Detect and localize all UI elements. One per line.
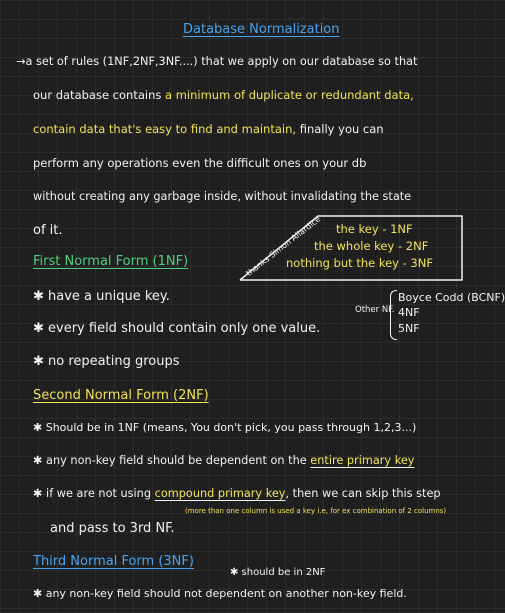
nf2-item-1: ✱ Should be in 1NF (means, You don't pick, you pass through 1,2,3...)	[33, 421, 417, 434]
nf2-item-4: and pass to 3rd NF.	[50, 521, 175, 536]
nf2-note: (more than one column is used a key i.e, for ex combination of 2 columns)	[185, 507, 447, 515]
key-3nf: nothing but the key - 3NF	[286, 256, 433, 270]
other-nf-bracket	[390, 290, 397, 340]
nf2-item-3-rest: , then we can skip this step	[285, 487, 441, 500]
intro-line-2-text: our database contains	[33, 88, 166, 102]
nf2-item-2-text: ✱ any non-key field should be dependent on the	[33, 454, 311, 467]
nf2-compound-primary-key: compound primary key	[154, 487, 286, 500]
nf3-sub: ✱ should be in 2NF	[230, 567, 326, 578]
nf2-entire-primary-key: entire primary key	[310, 454, 415, 467]
intro-line-6: of it.	[33, 223, 63, 238]
intro-line-3-text: finally you can	[296, 122, 384, 136]
intro-line-1: →a set of rules (1NF,2NF,3NF....) that we apply on our database so that	[16, 55, 418, 68]
intro-line-2	[33, 90, 414, 102]
intro-line-4: perform any operations even the difficult ones on your db	[33, 156, 367, 170]
nf3-item-1: ✱ any non-key field should not dependent on another non-key field.	[33, 587, 407, 600]
nf3-heading: Third Normal Form (3NF)	[33, 554, 194, 569]
nf2-heading: Second Normal Form (2NF)	[33, 388, 209, 403]
key-2nf: the whole key - 2NF	[314, 239, 429, 253]
nf1-item-3: ✱ no repeating groups	[33, 354, 180, 369]
nf2-item-2	[33, 455, 414, 466]
intro-line-5: without creating any garbage inside, without invalidating the state	[33, 190, 412, 203]
intro-line-3	[33, 124, 384, 136]
nf1-heading: First Normal Form (1NF)	[33, 254, 189, 269]
intro-highlight-maintain: contain data that's easy to find and maintain,	[33, 122, 297, 136]
credit-vertical-text: thanks Simon Allardice	[244, 214, 323, 278]
nf2-item-3	[33, 488, 441, 499]
nf1-item-1: ✱ have a unique key.	[33, 289, 170, 304]
other-nf-4nf: 4NF	[398, 306, 420, 319]
intro-highlight-duplicate: a minimum of duplicate or redundant data,	[165, 88, 414, 102]
other-nf-bcnf: Boyce Codd (BCNF)	[398, 291, 505, 304]
key-1nf: the key - 1NF	[336, 222, 413, 236]
nf2-item-3-text: ✱ if we are not using	[33, 487, 155, 500]
nf1-item-2: ✱ every field should contain only one value.	[33, 321, 321, 336]
other-nf-label: Other NF.	[355, 305, 395, 315]
page-title: Database Normalization	[183, 22, 340, 37]
other-nf-5nf: 5NF	[398, 322, 420, 335]
